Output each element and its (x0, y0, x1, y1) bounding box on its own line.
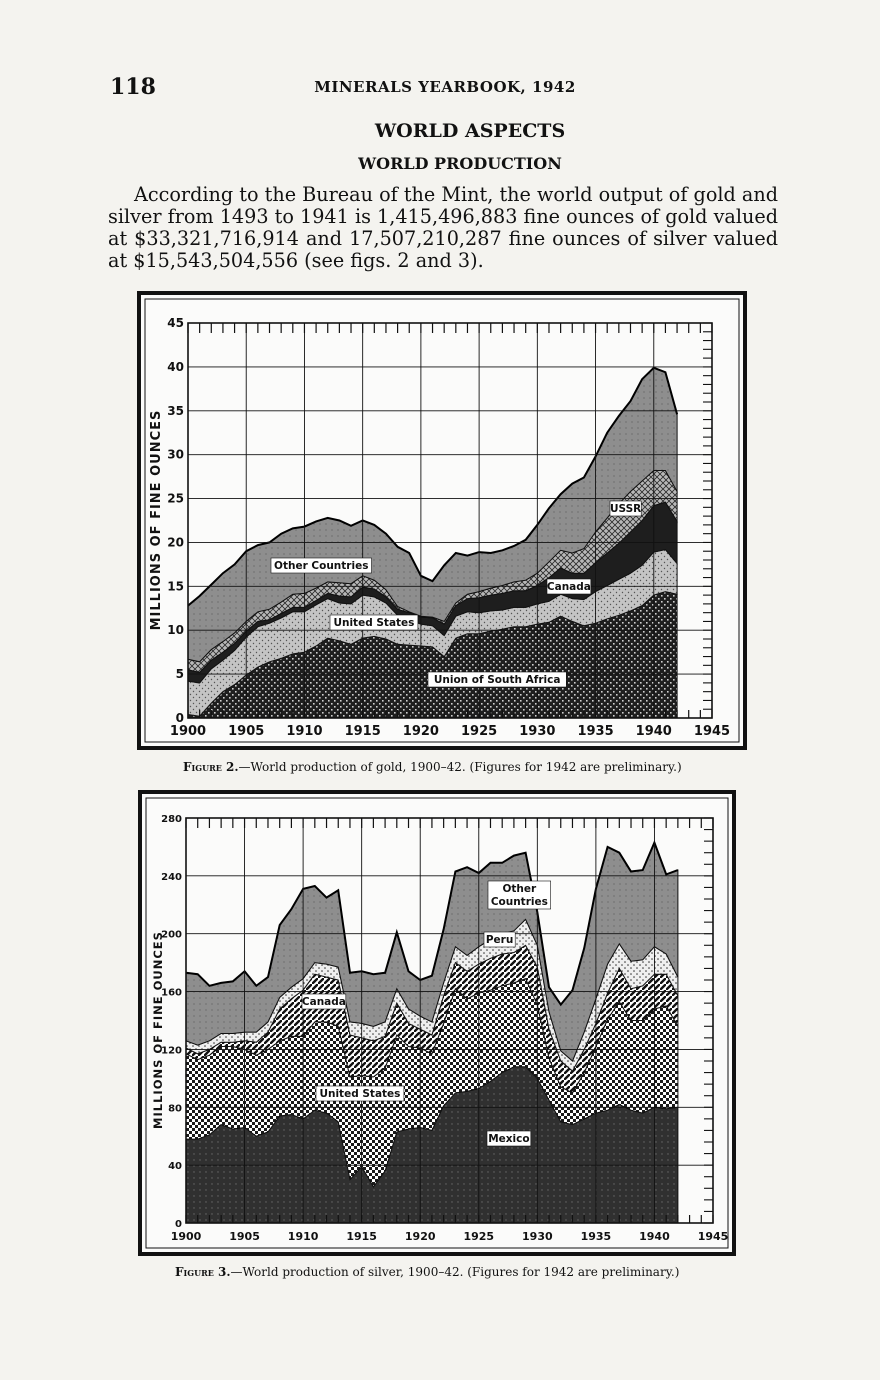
gold-annotation-label: United States (333, 617, 415, 629)
gold-xtick-label: 1900 (169, 724, 207, 739)
gold-xtick-label: 1920 (402, 724, 439, 739)
silver-annotation-label: Peru (485, 934, 514, 946)
gold-xtick-label: 1905 (228, 724, 265, 739)
silver-ytick-label: 0 (175, 1219, 182, 1230)
silver-ytick-label: 240 (161, 871, 182, 883)
figure-2-label: Figure 2. (183, 760, 239, 774)
silver-annotation-label: Countries (490, 896, 548, 908)
gold-chart (139, 293, 745, 748)
silver-ytick-label: 120 (161, 1045, 182, 1057)
gold-annotation-label: USSR (609, 503, 642, 515)
figure-2-caption (183, 760, 682, 774)
gold-ytick-label: 20 (167, 535, 184, 550)
figure-2-text: —World production of gold, 1900–42. (Figures for 1942 are preliminary.) (238, 760, 682, 774)
figure-3-text: —World production of silver, 1900–42. (Figures for 1942 are preliminary.) (230, 1265, 680, 1279)
gold-xtick-label: 1940 (635, 724, 672, 739)
gold-ytick-label: 45 (167, 316, 184, 330)
gold-ytick-label: 40 (167, 359, 184, 374)
silver-annotation-label: Canada (301, 996, 346, 1008)
silver-ytick-label: 280 (161, 814, 182, 825)
gold-xtick-label: 1915 (344, 724, 381, 739)
section-title: WORLD ASPECTS (374, 120, 566, 142)
gold-xtick-label: 1945 (693, 724, 731, 739)
silver-ytick-label: 40 (168, 1161, 182, 1173)
silver-xtick-label: 1910 (287, 1230, 319, 1243)
silver-annotation-label: United States (319, 1088, 401, 1100)
silver-ylabel: MILLIONS OF FINE OUNCES (151, 931, 165, 1129)
gold-ytick-label: 35 (167, 403, 184, 418)
silver-ytick-label: 80 (168, 1103, 182, 1115)
silver-xtick-label: 1920 (404, 1230, 436, 1243)
silver-xtick-label: 1915 (346, 1230, 377, 1243)
silver-xtick-label: 1945 (697, 1230, 729, 1243)
gold-ytick-label: 15 (167, 579, 184, 594)
silver-xtick-label: 1905 (229, 1230, 260, 1243)
silver-xtick-label: 1940 (639, 1230, 670, 1243)
silver-xtick-label: 1935 (580, 1230, 612, 1243)
figure-3-caption (175, 1265, 679, 1279)
intro-paragraph: According to the Bureau of the Mint, the world output of gold and silver from 1493 to 1941 is 1,415,496,883 fine ounces of gold valued at $33,321,716,914 and 17,507,210,287 fine ounces of silver valued at $15,543,504,556 (see figs. 2 and 3). (108, 183, 778, 272)
subsection-title: WORLD PRODUCTION (358, 154, 562, 173)
silver-xtick-label: 1900 (170, 1230, 202, 1243)
gold-annotation-label: Canada (546, 581, 591, 593)
running-head: MINERALS YEARBOOK, 1942 (314, 78, 576, 96)
page-number: 118 (110, 74, 156, 100)
gold-xtick-label: 1925 (461, 724, 498, 739)
silver-annotation-label: Other (502, 883, 537, 895)
gold-annotation-label: Union of South Africa (433, 674, 561, 686)
silver-ytick-label: 200 (161, 929, 182, 941)
gold-xtick-label: 1935 (577, 724, 614, 739)
gold-xtick-label: 1910 (286, 724, 323, 739)
silver-xtick-label: 1925 (463, 1230, 495, 1243)
figure-3-label: Figure 3. (175, 1265, 231, 1279)
gold-annotation-label: Other Countries (274, 560, 369, 572)
silver-ytick-label: 160 (161, 987, 182, 999)
gold-xtick-label: 1930 (519, 724, 556, 739)
gold-ytick-label: 10 (167, 623, 184, 638)
gold-ytick-label: 30 (167, 447, 184, 462)
silver-xtick-label: 1930 (522, 1230, 553, 1243)
gold-ylabel: MILLIONS OF FINE OUNCES (149, 409, 164, 631)
silver-chart (140, 792, 734, 1254)
silver-annotation-label: Mexico (488, 1133, 530, 1145)
gold-ytick-label: 25 (167, 491, 184, 506)
gold-ytick-label: 5 (175, 667, 184, 682)
gold-ytick-label: 0 (175, 711, 184, 725)
